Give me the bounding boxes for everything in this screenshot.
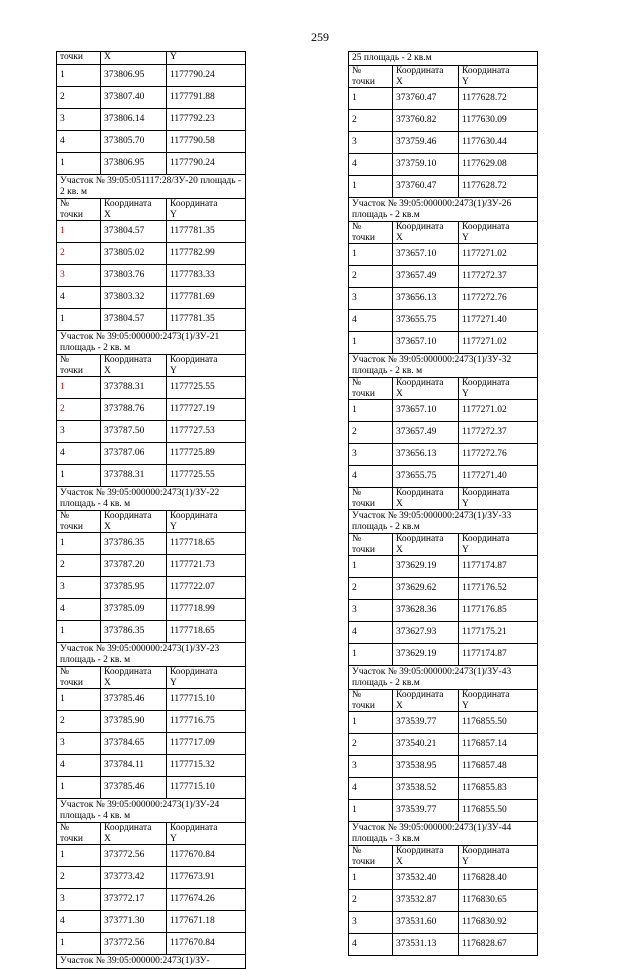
point-number: 1 xyxy=(349,644,393,665)
table-header-row xyxy=(57,667,245,689)
coordinate-y: 1177176.85 xyxy=(462,605,507,615)
coordinate-y: 1177716.75 xyxy=(170,716,215,726)
coordinate-x: 373657.10 xyxy=(393,332,459,353)
table-row xyxy=(349,266,537,288)
point-number: 4 xyxy=(349,466,393,487)
plot-heading: Участок № 39:05:000000:2473(1)/ЗУ-32 площадь - 2 кв. м xyxy=(349,354,537,378)
header-point-number: № точки xyxy=(57,511,101,532)
point-number: 4 xyxy=(349,778,393,799)
coordinate-y: 1177725.89 xyxy=(170,448,215,458)
header-point-number: № точки xyxy=(349,222,393,243)
table-row xyxy=(349,912,537,934)
table-row xyxy=(349,644,537,666)
table-row xyxy=(57,109,245,131)
coordinate-y: 1177271.02 xyxy=(462,337,507,347)
point-number: 2 xyxy=(57,711,101,732)
coordinate-y: 1177628.72 xyxy=(462,181,507,191)
page-number: 259 xyxy=(311,30,329,44)
point-number: 4 xyxy=(349,934,393,955)
coordinate-y: 1176855.50 xyxy=(462,805,507,815)
coordinate-y: 1177718.65 xyxy=(170,626,215,636)
table-row xyxy=(57,221,245,243)
header-coordinate-x: Координата X xyxy=(393,222,459,243)
coordinate-x: 373787.06 xyxy=(101,443,167,464)
point-number: 1 xyxy=(57,933,101,954)
point-number: 1 xyxy=(349,176,393,197)
table-row xyxy=(57,533,245,555)
coordinate-y: 1177628.72 xyxy=(462,93,507,103)
point-number: 4 xyxy=(349,622,393,643)
point-number: 1 xyxy=(57,533,101,554)
coordinate-y: 1176855.83 xyxy=(462,783,507,793)
coordinate-y: 1177781.35 xyxy=(170,226,215,236)
coordinate-x: 373532.87 xyxy=(393,890,459,911)
coordinate-x: 373629.62 xyxy=(393,578,459,599)
table-row xyxy=(349,88,537,110)
table-row xyxy=(349,176,537,198)
header-coordinate-y: Y xyxy=(170,52,177,62)
point-number: 1 xyxy=(57,65,101,86)
coordinate-x: 373759.46 xyxy=(393,132,459,153)
header-coordinate-x: Координата X xyxy=(101,823,167,844)
point-number: 1 xyxy=(57,689,101,710)
point-number: 3 xyxy=(349,288,393,309)
point-number: 4 xyxy=(349,154,393,175)
table-row xyxy=(349,288,537,310)
header-coordinate-y: Координата Y xyxy=(462,488,510,509)
header-coordinate-x: Координата X xyxy=(101,199,167,220)
coordinate-x: 373803.32 xyxy=(101,287,167,308)
coordinate-x: 373784.65 xyxy=(101,733,167,754)
table-row xyxy=(57,845,245,867)
coordinate-x: 373539.77 xyxy=(393,712,459,733)
table-row xyxy=(57,577,245,599)
coordinate-y: 1177176.52 xyxy=(462,583,507,593)
point-number: 4 xyxy=(57,131,101,152)
header-coordinate-y: Координата Y xyxy=(462,66,510,87)
coordinate-y: 1177727.19 xyxy=(170,404,215,414)
coordinate-y: 1177271.02 xyxy=(462,249,507,259)
coordinate-x: 373772.17 xyxy=(101,889,167,910)
header-point-number: № точки xyxy=(57,823,101,844)
coordinate-x: 373532.40 xyxy=(393,868,459,889)
coordinate-y: 1177791.88 xyxy=(170,92,215,102)
table-header-row xyxy=(349,488,537,510)
table-row xyxy=(349,132,537,154)
header-point-number: № точки xyxy=(57,355,101,376)
plot-heading: Участок № 39:05:000000:2473(1)/ЗУ-23 площадь - 2 кв. м xyxy=(57,643,245,667)
coordinate-y: 1177272.76 xyxy=(462,449,507,459)
coordinate-x: 373538.52 xyxy=(393,778,459,799)
coordinate-y: 1177790.24 xyxy=(170,158,215,168)
table-row xyxy=(57,265,245,287)
coordinate-y: 1177271.40 xyxy=(462,471,507,481)
table-row xyxy=(349,110,537,132)
coordinate-x: 373806.95 xyxy=(101,153,167,174)
header-coordinate-y: Координата Y xyxy=(170,667,218,688)
coordinate-x: 373786.35 xyxy=(101,533,167,554)
header-coordinate-x: Координата X xyxy=(393,534,459,555)
point-number: 1 xyxy=(57,465,101,486)
coordinate-y: 1177790.58 xyxy=(170,136,215,146)
table-row xyxy=(57,243,245,265)
coordinate-x: 373538.95 xyxy=(393,756,459,777)
header-coordinate-x: Координата X xyxy=(393,846,459,867)
point-number: 3 xyxy=(57,889,101,910)
coordinate-y: 1177174.87 xyxy=(462,561,507,571)
coordinate-y: 1177272.37 xyxy=(462,271,507,281)
table-row xyxy=(57,377,245,399)
coordinate-x: 373629.19 xyxy=(393,644,459,665)
header-point-number: № точки xyxy=(349,690,393,711)
coordinate-x: 373785.46 xyxy=(101,689,167,710)
table-row xyxy=(57,621,245,643)
point-number: 2 xyxy=(349,110,393,131)
table-row xyxy=(57,465,245,487)
coordinate-y: 1176830.92 xyxy=(462,917,507,927)
table-row xyxy=(57,555,245,577)
header-coordinate-y: Координата Y xyxy=(170,199,218,220)
point-number: 4 xyxy=(349,310,393,331)
table-header-row xyxy=(349,222,537,244)
point-number: 1 xyxy=(57,153,101,174)
table-row xyxy=(57,443,245,465)
coordinate-y: 1176830.65 xyxy=(462,895,507,905)
point-number: 1 xyxy=(57,845,101,866)
coordinate-x: 373656.13 xyxy=(393,444,459,465)
coordinate-y: 1177175.21 xyxy=(462,627,507,637)
header-point-number: № точки xyxy=(57,667,101,688)
point-number: 2 xyxy=(349,890,393,911)
table-row xyxy=(57,867,245,889)
table-row xyxy=(57,711,245,733)
header-point-number: точки xyxy=(57,52,101,64)
header-coordinate-x: X xyxy=(101,52,167,64)
coordinate-y: 1177272.37 xyxy=(462,427,507,437)
coordinate-x: 373785.46 xyxy=(101,777,167,798)
table-header-row xyxy=(57,52,245,65)
point-number: 4 xyxy=(57,911,101,932)
point-number: 4 xyxy=(57,755,101,776)
coordinate-y: 1177717.09 xyxy=(170,738,215,748)
coordinate-y: 1177725.55 xyxy=(170,470,215,480)
coordinate-y: 1177783.33 xyxy=(170,270,215,280)
coordinate-y: 1177781.35 xyxy=(170,314,215,324)
table-row xyxy=(57,755,245,777)
point-number: 3 xyxy=(57,421,101,442)
header-coordinate-y: Координата Y xyxy=(462,378,510,399)
header-coordinate-y: Координата Y xyxy=(170,511,218,532)
coordinate-x: 373773.42 xyxy=(101,867,167,888)
header-point-number: № точки xyxy=(349,488,393,509)
point-number: 3 xyxy=(349,756,393,777)
table-row xyxy=(57,733,245,755)
plot-heading: Участок № 39:05:000000:2473(1)/ЗУ-22 площадь - 4 кв. м xyxy=(57,487,245,511)
coordinate-x: 373656.13 xyxy=(393,288,459,309)
plot-heading: Участок № 39:05:000000:2473(1)/ЗУ-24 площадь - 4 кв. м xyxy=(57,799,245,823)
point-number: 4 xyxy=(57,287,101,308)
point-number: 1 xyxy=(349,332,393,353)
coordinate-y: 1177715.10 xyxy=(170,694,215,704)
point-number: 1 xyxy=(57,221,101,242)
table-row xyxy=(349,466,537,488)
header-coordinate-y: Координата Y xyxy=(462,690,510,711)
plot-heading: Участок № 39:05:000000:2473(1)/ЗУ- xyxy=(57,955,245,969)
point-number: 1 xyxy=(57,777,101,798)
plot-heading: Участок № 39:05:000000:2473(1)/ЗУ-44 площадь - 3 кв.м xyxy=(349,822,537,846)
table-row xyxy=(349,890,537,912)
table-row xyxy=(349,244,537,266)
coordinate-x: 373804.57 xyxy=(101,221,167,242)
point-number: 3 xyxy=(57,577,101,598)
coordinate-y: 1177174.87 xyxy=(462,649,507,659)
header-point-number: № точки xyxy=(349,66,393,87)
coordinate-y: 1177721.73 xyxy=(170,560,215,570)
point-number: 3 xyxy=(349,132,393,153)
point-number: 1 xyxy=(57,621,101,642)
header-coordinate-y: Координата Y xyxy=(462,534,510,555)
plot-heading: Участок № 39:05:000000:2473(1)/ЗУ-26 площадь - 2 кв.м xyxy=(349,198,537,222)
point-number: 2 xyxy=(57,555,101,576)
table-row xyxy=(57,153,245,175)
coordinate-x: 373806.95 xyxy=(101,65,167,86)
coordinate-y: 1177271.40 xyxy=(462,315,507,325)
coordinate-y: 1177671.18 xyxy=(170,916,215,926)
table-header-row xyxy=(349,846,537,868)
table-header-row xyxy=(349,378,537,400)
coordinate-y: 1177670.84 xyxy=(170,938,215,948)
coordinate-y: 1177722.07 xyxy=(170,582,215,592)
plot-heading: Участок № 39:05:000000:2473(1)/ЗУ-43 площадь - 2 кв.м xyxy=(349,666,537,690)
point-number: 1 xyxy=(349,868,393,889)
table-row xyxy=(349,778,537,800)
coordinate-x: 373788.31 xyxy=(101,377,167,398)
coordinate-x: 373785.90 xyxy=(101,711,167,732)
coordinate-x: 373807.40 xyxy=(101,87,167,108)
header-point-number: № точки xyxy=(349,846,393,867)
table-header-row xyxy=(57,199,245,221)
table-header-row xyxy=(57,355,245,377)
plot-heading: Участок № 39:05:051117:28/ЗУ-20 площадь - 2 кв. м xyxy=(57,175,245,199)
table-row xyxy=(349,310,537,332)
table-row xyxy=(57,889,245,911)
point-number: 1 xyxy=(57,309,101,330)
point-number: 4 xyxy=(57,443,101,464)
coordinate-y: 1177272.76 xyxy=(462,293,507,303)
point-number: 2 xyxy=(349,578,393,599)
table-row xyxy=(57,599,245,621)
table-header-row xyxy=(349,534,537,556)
coordinate-x: 373787.50 xyxy=(101,421,167,442)
coordinate-y: 1176857.48 xyxy=(462,761,507,771)
table-row xyxy=(349,556,537,578)
coordinate-x: 373657.49 xyxy=(393,422,459,443)
table-row xyxy=(349,578,537,600)
coordinate-x: 373805.02 xyxy=(101,243,167,264)
coordinate-y: 1177781.69 xyxy=(170,292,215,302)
coordinate-x: 373760.47 xyxy=(393,176,459,197)
header-point-number: № точки xyxy=(349,378,393,399)
coordinate-x: 373531.13 xyxy=(393,934,459,955)
point-number: 1 xyxy=(349,556,393,577)
coordinate-y: 1177715.10 xyxy=(170,782,215,792)
point-number: 2 xyxy=(57,243,101,264)
header-coordinate-x: Координата X xyxy=(393,690,459,711)
coordinate-x: 373657.10 xyxy=(393,244,459,265)
table-row xyxy=(57,87,245,109)
coordinate-x: 373655.75 xyxy=(393,466,459,487)
header-coordinate-y: Координата Y xyxy=(170,823,218,844)
table-header-row xyxy=(57,511,245,533)
table-row xyxy=(349,332,537,354)
table-header-row xyxy=(57,823,245,845)
table-row xyxy=(57,421,245,443)
point-number: 3 xyxy=(57,733,101,754)
table-row xyxy=(57,933,245,955)
point-number: 2 xyxy=(349,422,393,443)
coordinate-y: 1177271.02 xyxy=(462,405,507,415)
coordinate-x: 373760.82 xyxy=(393,110,459,131)
coordinate-x: 373803.76 xyxy=(101,265,167,286)
coordinate-x: 373655.75 xyxy=(393,310,459,331)
point-number: 1 xyxy=(349,800,393,821)
table-row xyxy=(349,154,537,176)
coordinate-y: 1177782.99 xyxy=(170,248,215,258)
point-number: 1 xyxy=(57,377,101,398)
coordinate-x: 373760.47 xyxy=(393,88,459,109)
coordinates-table-right xyxy=(348,51,538,956)
coordinate-x: 373540.21 xyxy=(393,734,459,755)
coordinate-x: 373785.09 xyxy=(101,599,167,620)
table-row xyxy=(57,65,245,87)
point-number: 2 xyxy=(349,266,393,287)
table-row xyxy=(57,287,245,309)
point-number: 3 xyxy=(349,600,393,621)
coordinate-x: 373805.70 xyxy=(101,131,167,152)
table-row xyxy=(349,422,537,444)
coordinates-table-left xyxy=(56,51,246,969)
coordinate-y: 1177673.91 xyxy=(170,872,215,882)
header-coordinate-x: Координата X xyxy=(101,355,167,376)
coordinate-y: 1177630.09 xyxy=(462,115,507,125)
table-row xyxy=(57,689,245,711)
coordinate-x: 373786.35 xyxy=(101,621,167,642)
table-row xyxy=(349,800,537,822)
header-coordinate-y: Координата Y xyxy=(462,222,510,243)
coordinate-x: 373531.60 xyxy=(393,912,459,933)
header-point-number: № точки xyxy=(57,199,101,220)
point-number: 3 xyxy=(349,912,393,933)
point-number: 1 xyxy=(349,712,393,733)
table-row xyxy=(349,600,537,622)
point-number: 3 xyxy=(349,444,393,465)
table-row xyxy=(349,756,537,778)
coordinate-x: 373806.14 xyxy=(101,109,167,130)
header-coordinate-x: Координата X xyxy=(101,667,167,688)
coordinate-y: 1177629.08 xyxy=(462,159,507,169)
coordinate-y: 1177715.32 xyxy=(170,760,215,770)
coordinate-y: 1177718.65 xyxy=(170,538,215,548)
header-point-number: № точки xyxy=(349,534,393,555)
coordinate-x: 373804.57 xyxy=(101,309,167,330)
point-number: 1 xyxy=(349,88,393,109)
coordinate-x: 373657.10 xyxy=(393,400,459,421)
header-coordinate-x: Координата X xyxy=(393,378,459,399)
header-coordinate-x: Координата X xyxy=(393,488,459,509)
coordinate-x: 373627.93 xyxy=(393,622,459,643)
coordinate-y: 1176855.50 xyxy=(462,717,507,727)
header-coordinate-x: Координата X xyxy=(101,511,167,532)
coordinate-y: 1177790.24 xyxy=(170,70,215,80)
point-number: 2 xyxy=(57,87,101,108)
table-row xyxy=(349,712,537,734)
coordinate-y: 1177674.26 xyxy=(170,894,215,904)
coordinate-x: 373788.31 xyxy=(101,465,167,486)
table-row xyxy=(57,399,245,421)
table-row xyxy=(349,622,537,644)
table-row xyxy=(57,777,245,799)
point-number: 2 xyxy=(57,867,101,888)
table-row xyxy=(57,131,245,153)
coordinate-x: 373788.76 xyxy=(101,399,167,420)
table-row xyxy=(349,444,537,466)
coordinate-x: 373539.77 xyxy=(393,800,459,821)
coordinate-x: 373759.10 xyxy=(393,154,459,175)
table-row xyxy=(349,400,537,422)
coordinate-y: 1177727.53 xyxy=(170,426,215,436)
point-number: 2 xyxy=(57,399,101,420)
coordinate-x: 373771.30 xyxy=(101,911,167,932)
coordinate-y: 1176828.67 xyxy=(462,939,507,949)
point-number: 1 xyxy=(349,400,393,421)
coordinate-x: 373772.56 xyxy=(101,845,167,866)
point-number: 3 xyxy=(57,109,101,130)
table-row xyxy=(57,309,245,331)
header-coordinate-x: Координата X xyxy=(393,66,459,87)
table-row xyxy=(57,911,245,933)
point-number: 3 xyxy=(57,265,101,286)
coordinate-x: 373784.11 xyxy=(101,755,167,776)
coordinate-x: 373629.19 xyxy=(393,556,459,577)
coordinate-x: 373787.20 xyxy=(101,555,167,576)
coordinate-y: 1177630.44 xyxy=(462,137,507,147)
coordinate-y: 1176828.40 xyxy=(462,873,507,883)
header-coordinate-y: Координата Y xyxy=(462,846,510,867)
coordinate-x: 373785.95 xyxy=(101,577,167,598)
table-row xyxy=(349,934,537,956)
table-row xyxy=(349,868,537,890)
point-number: 4 xyxy=(57,599,101,620)
point-number: 2 xyxy=(349,734,393,755)
plot-heading: 25 площадь - 2 кв.м xyxy=(349,52,537,66)
coordinate-x: 373628.36 xyxy=(393,600,459,621)
header-coordinate-y: Координата Y xyxy=(170,355,218,376)
point-number: 1 xyxy=(349,244,393,265)
plot-heading: Участок № 39:05:000000:2473(1)/ЗУ-33 площадь - 2 кв.м xyxy=(349,510,537,534)
table-row xyxy=(349,734,537,756)
coordinate-y: 1176857.14 xyxy=(462,739,507,749)
coordinate-y: 1177718.99 xyxy=(170,604,215,614)
plot-heading: Участок № 39:05:000000:2473(1)/ЗУ-21 площадь - 2 кв. м xyxy=(57,331,245,355)
coordinate-y: 1177725.55 xyxy=(170,382,215,392)
coordinate-y: 1177670.84 xyxy=(170,850,215,860)
table-header-row xyxy=(349,690,537,712)
table-header-row xyxy=(349,66,537,88)
coordinate-y: 1177792.23 xyxy=(170,114,215,124)
coordinate-x: 373657.49 xyxy=(393,266,459,287)
coordinate-x: 373772.56 xyxy=(101,933,167,954)
